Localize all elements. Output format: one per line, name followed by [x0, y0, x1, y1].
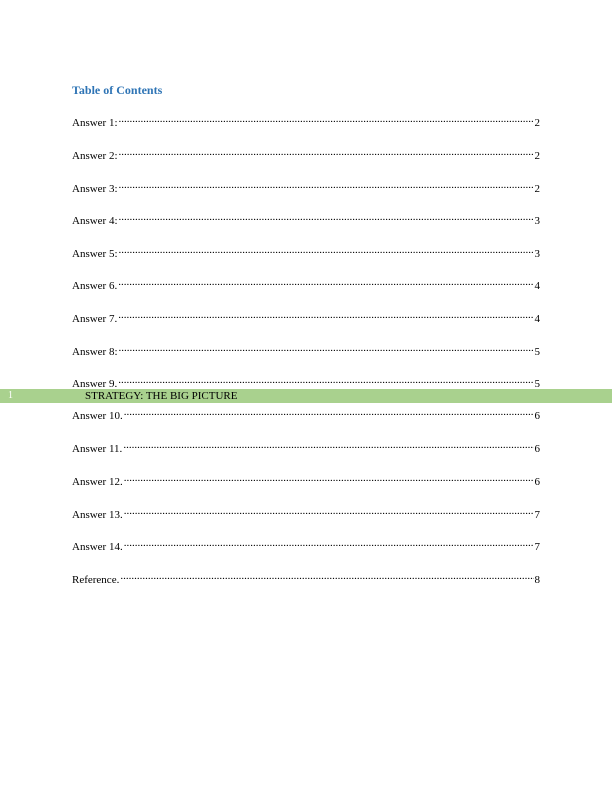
toc-dot-leader [118, 373, 533, 387]
toc-entry-page: 7 [534, 541, 540, 550]
toc-entry-page: 6 [534, 443, 540, 452]
toc-entry-label: Answer 13. [72, 509, 123, 518]
toc-dot-leader [123, 438, 533, 452]
toc-entry-label: Answer 8: [72, 346, 118, 355]
toc-dot-leader [124, 504, 534, 518]
toc-entry[interactable] [72, 210, 540, 224]
toc-dot-leader [119, 341, 534, 355]
toc-entry[interactable] [72, 243, 540, 257]
toc-dot-leader [119, 145, 534, 159]
toc-entry-label: Answer 4: [72, 215, 118, 224]
toc-entry-page: 2 [534, 183, 540, 192]
toc-entry-label: Answer 3: [72, 183, 118, 192]
toc-entry-page: 8 [534, 574, 540, 583]
page-number: 1 [8, 390, 13, 401]
toc-entry-label: Answer 5: [72, 248, 118, 257]
toc-entry[interactable] [72, 405, 540, 419]
toc-entry[interactable] [72, 504, 540, 518]
toc-entry-page: 5 [534, 378, 540, 387]
toc-dot-leader [124, 405, 534, 419]
toc-entry-label: Answer 10. [72, 410, 123, 419]
toc-entry[interactable] [72, 438, 540, 452]
toc-entry[interactable] [72, 112, 540, 126]
toc-entry-page: 4 [534, 313, 540, 322]
toc-dot-leader [119, 112, 534, 126]
toc-dot-leader [119, 243, 534, 257]
toc-dot-leader [120, 569, 533, 583]
running-header-band [0, 389, 612, 403]
toc-entry-label: Reference. [72, 574, 120, 583]
toc-entry-label: Answer 7. [72, 313, 118, 322]
toc-dot-leader [124, 471, 534, 485]
toc-entry-page: 2 [534, 117, 540, 126]
toc-title: Table of Contents [72, 83, 163, 97]
toc-entry-label: Answer 11. [72, 443, 123, 452]
toc-entry-label: Answer 9. [72, 378, 118, 387]
toc-entry-page: 2 [534, 150, 540, 159]
toc-dot-leader [118, 308, 533, 322]
toc-entry[interactable] [72, 373, 540, 387]
toc-entry[interactable] [72, 178, 540, 192]
running-head-title: STRATEGY: THE BIG PICTURE [85, 390, 238, 402]
toc-dot-leader [118, 275, 533, 289]
toc-entry-page: 6 [534, 410, 540, 419]
toc-entry-page: 6 [534, 476, 540, 485]
toc-entry-page: 3 [534, 248, 540, 257]
toc-entry[interactable] [72, 471, 540, 485]
toc-dot-leader [119, 178, 534, 192]
toc-entry-page: 5 [534, 346, 540, 355]
toc-entry-label: Answer 2: [72, 150, 118, 159]
toc-entry[interactable] [72, 145, 540, 159]
toc-entry[interactable] [72, 308, 540, 322]
toc-entry-label: Answer 6. [72, 280, 118, 289]
toc-entry-page: 7 [534, 509, 540, 518]
toc-dot-leader [124, 536, 534, 550]
toc-entry-page: 4 [534, 280, 540, 289]
toc-entry[interactable] [72, 341, 540, 355]
toc-entry-page: 3 [534, 215, 540, 224]
toc-dot-leader [119, 210, 534, 224]
toc-entry-label: Answer 1: [72, 117, 118, 126]
toc-entry[interactable] [72, 569, 540, 583]
toc-entry[interactable] [72, 275, 540, 289]
toc-entry-label: Answer 12. [72, 476, 123, 485]
toc-entry-label: Answer 14. [72, 541, 123, 550]
toc-entry[interactable] [72, 536, 540, 550]
